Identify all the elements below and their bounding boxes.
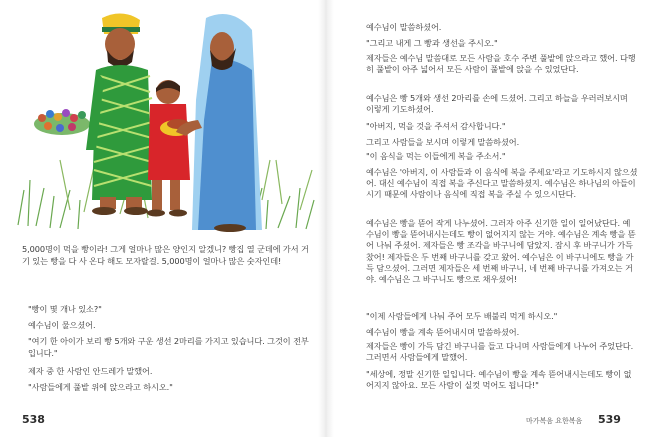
caption-text: 5,000명이 먹을 빵이라! 그게 얼마나 많은 양인지 알겠니? 빵집 열 군데에 가서 거기 있는 빵을 다 사 온다 해도 모자랄걸. 5,000명이 얼마나 많은 숫자인데!: [22, 244, 309, 266]
body-paragraph: "세상에, 정말 신기한 일입니다. 예수님이 빵을 계속 뜯어내시는데도 빵이 없어지지 않아요. 모든 사람이 실컷 먹어도 됩니다!": [366, 369, 632, 391]
body-paragraph: 예수님은 '아버지, 이 사람들과 이 음식에 복을 주세요'라고 기도하시지 않으셨어. 대신 예수님이 직접 복을 주신다고 말씀하셨지. 예수님은 하나님의 아들이시기 때문에 사람이나 음식에 직접 복을 주실 수 있으시단다.: [366, 167, 638, 200]
running-head: 마가복음 요한복음: [526, 417, 583, 425]
body-paragraph: "이 음식을 먹는 이들에게 복을 주소서.": [366, 151, 506, 161]
body-paragraph: 예수님은 빵 5개와 생선 2마리를 손에 드셨어. 그리고 하늘을 우러러보시며 이렇게 기도하셨어.: [366, 93, 628, 115]
body-paragraph: 제자들은 빵이 가득 담긴 바구니를 들고 다니며 사람들에게 나누어 주었단다. 그러면서 사람들에게 말했어.: [366, 341, 634, 363]
feeding-illustration: [0, 0, 320, 235]
dialogue-line: "빵이 몇 개나 있소?": [28, 304, 102, 314]
dialogue-line: "사람들에게 풀밭 위에 앉으라고 하시오.": [28, 382, 173, 392]
body-paragraph: "이제 사람들에게 나눠 주어 모두 배불리 먹게 하시오.": [366, 311, 558, 321]
page-number-left: 538: [22, 413, 45, 426]
andrew-figure-icon: [86, 13, 152, 215]
dialogue-line: "여기 한 아이가 보리 빵 5개와 구운 생선 2마리를 가지고 있습니다. 그것이 전부입니다.": [28, 336, 309, 358]
body-paragraph: 예수님이 말씀하셨어.: [366, 22, 442, 32]
page-number-right: 539: [598, 413, 621, 426]
body-paragraph: 예수님이 빵을 계속 뜯어내시며 말씀하셨어.: [366, 327, 520, 337]
body-paragraph: 그리고 사람들을 보시며 이렇게 말씀하셨어.: [366, 137, 520, 147]
left-page: [0, 0, 320, 437]
body-paragraph: "그리고 내게 그 빵과 생선을 주시오.": [366, 38, 498, 48]
boy-figure-icon: [147, 80, 192, 217]
dialogue-line: 제자 중 한 사람인 안드레가 말했어.: [28, 366, 153, 376]
dialogue-line: 예수님이 물으셨어.: [28, 320, 96, 330]
body-paragraph: "아버지, 먹을 것을 주셔서 감사합니다.": [366, 121, 506, 131]
body-paragraph: 제자들은 예수님 말씀대로 모든 사람을 호수 주변 풀밭에 앉으라고 했어. 다행히 풀밭이 아주 넓어서 모든 사람이 풀밭에 앉을 수 있었단다.: [366, 53, 636, 75]
body-paragraph: 예수님은 빵을 뜯어 작게 나누셨어. 그러자 아주 신기한 일이 일어났단다. 예수님이 빵을 뜯어내시는데도 빵이 없어지지 않는 거야. 예수님은 계속 빵을 뜯어 나눠 주셨어. 제자들은 빵 조각을 바구니에 담았지. 잠시 후 바구니가 가득 찼어! 제자들은 두 번째 바구니를 갖고 왔어. 예수님은 이 바구니에도 빵을 가득 담으셨어. 그러면 제자들은 세 번째 바구니, 네 번째 바구니를 가져오는 거야. 예수님은 그 바구니도 빵으로 채우셨어!: [366, 218, 636, 285]
right-page: [330, 0, 650, 437]
jesus-figure-icon: [176, 14, 262, 232]
